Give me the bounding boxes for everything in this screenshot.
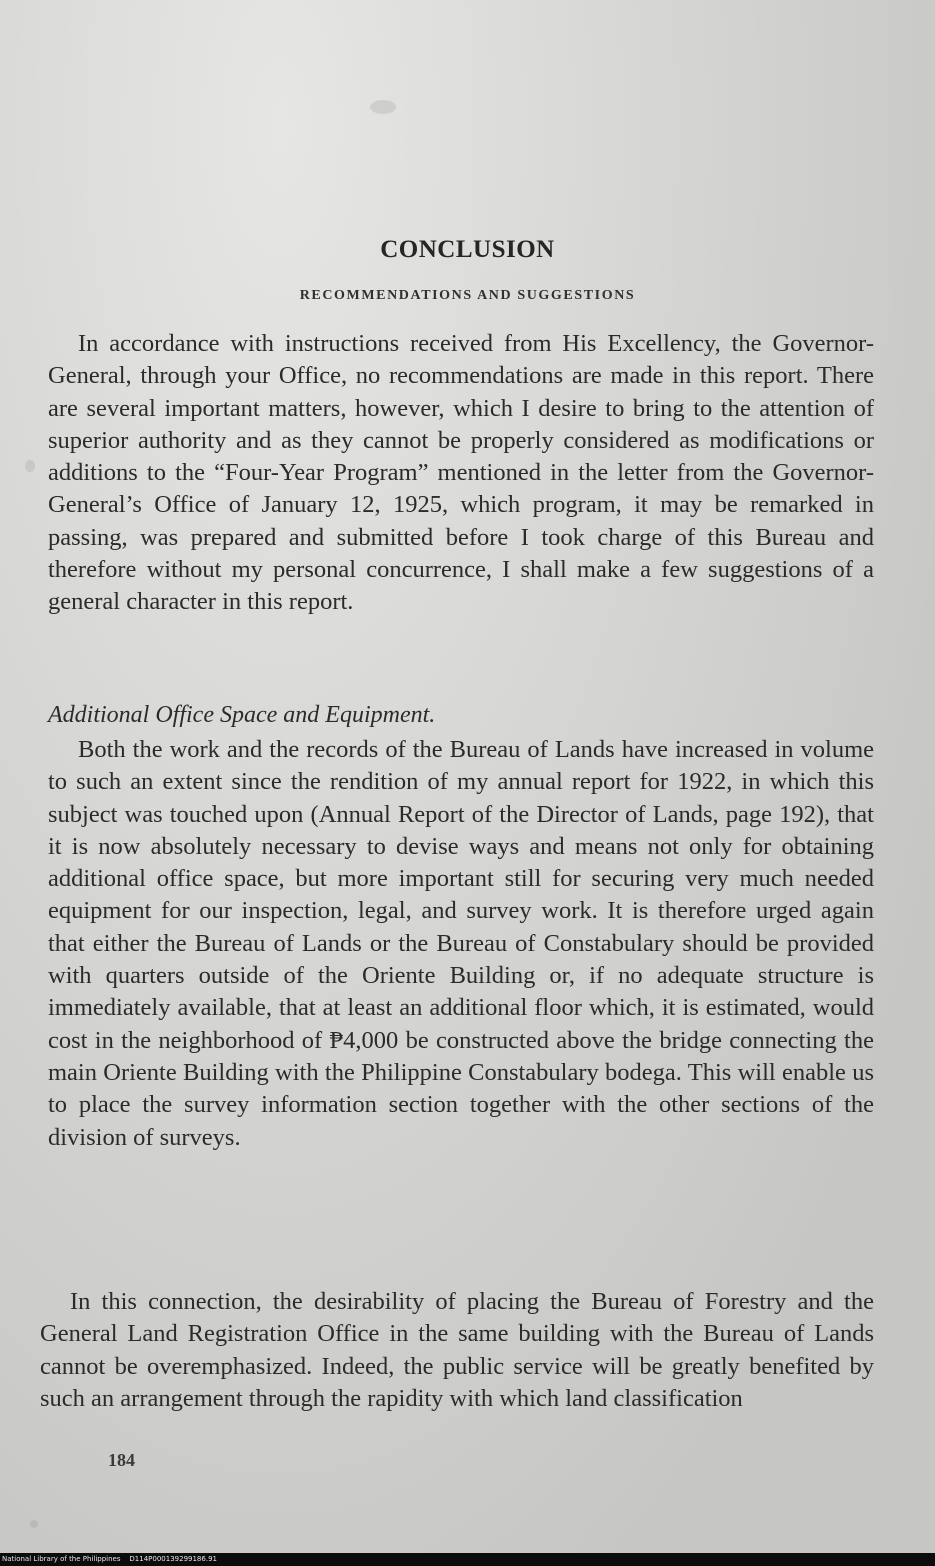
section-heading: Additional Office Space and Equipment. (48, 702, 436, 728)
paragraph-text: In this connection, the desirability of placing the Bureau of Forestry and the General Land Registration Office in the same building with the Bureau of Lands cannot be overemphasized. Indeed, the public service will be greatly benefited by such an arrangement through the rapidity with which land classification (40, 1288, 874, 1412)
paper-smudge (370, 100, 396, 114)
paper-smudge (25, 460, 35, 472)
paragraph-text: Both the work and the records of the Bureau of Lands have increased in volume to such an extent since the rendition of my annual report for 1922, in which this subject was touched upon (Annual Report of the Director of Lands, page 192), that it is now absolutely necessary to devise ways and means not only for obtaining additional office space, but more important still for securing very much needed equipment for our inspection, legal, and survey work. It is therefore urged again that either the Bureau of Lands or the Bureau of Constabulary should be provided with quarters outside of the Oriente Building or, if no adequate structure is immediately available, that at least an additional floor which, it is estimated, would cost in the neighborhood of ₱4,000 be constructed above the bridge connecting the main Oriente Building with the Philippine Constabulary bodega. This will enable us to place the survey information section together with the other sections of the division of surveys. (48, 736, 874, 1151)
paragraph-connection (40, 1286, 874, 1415)
paragraph-text: In accordance with instructions received from His Excellency, the Governor-General, through your Office, no recommendations are made in this report. There are several important matters, however, which I desire to bring to the attention of superior authority and as they cannot be properly considered as modifications or additions to the “Four-Year Program” mentioned in the letter from the Governor-General’s Office of January 12, 1925, which program, it may be remarked in passing, was prepared and submitted before I took charge of this Bureau and therefore without my personal concurrence, I shall make a few suggestions of a general character in this report. (48, 330, 874, 616)
paper-smudge (30, 1520, 38, 1528)
page-subtitle: RECOMMENDATIONS AND SUGGESTIONS (299, 288, 636, 303)
footer-source: National Library of the Philippines (2, 1555, 121, 1563)
page-number: 184 (108, 1450, 135, 1470)
paragraph-intro (48, 328, 874, 619)
page-title: CONCLUSION (380, 236, 555, 263)
paragraph-office-space (48, 734, 874, 1154)
footer-attribution (2, 1555, 217, 1563)
footer-identifier: D114P000139299186.91 (129, 1555, 217, 1563)
